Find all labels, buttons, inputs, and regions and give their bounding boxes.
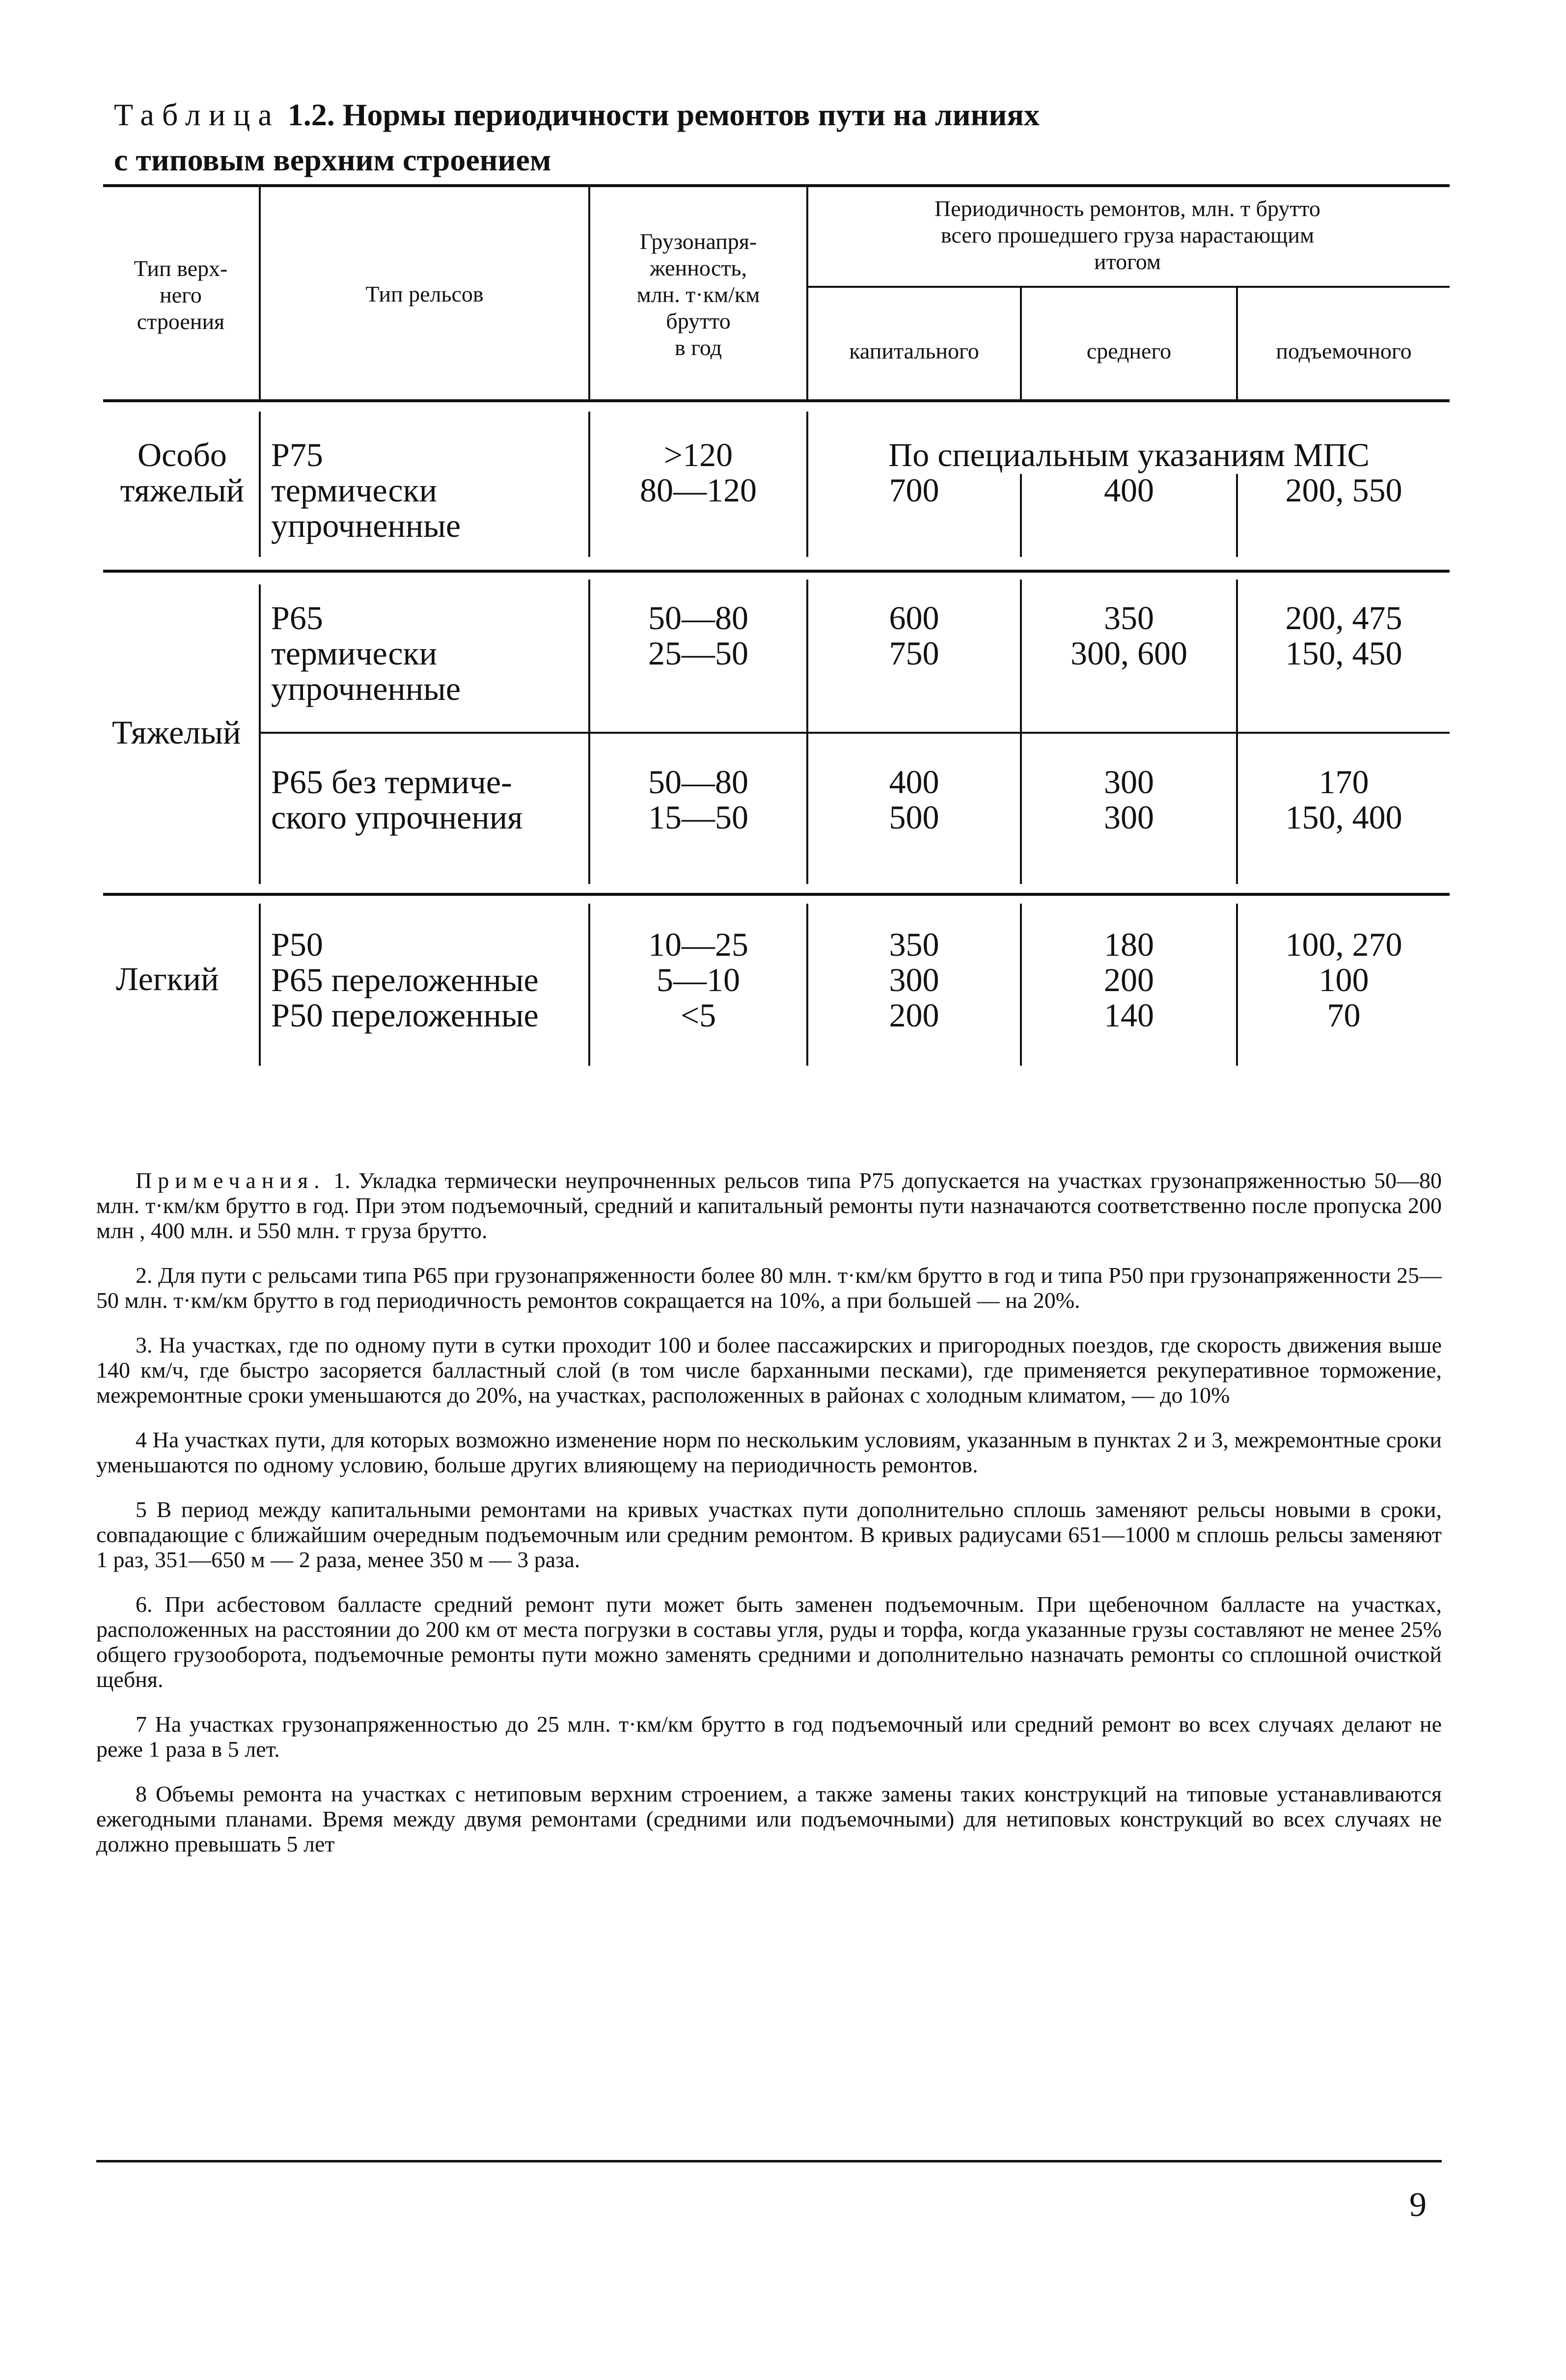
header-load-line: в год [674, 335, 722, 360]
lifting-heavy-1 [1238, 600, 1450, 671]
header-type-line: него [160, 282, 202, 307]
capital-value: 600 [889, 599, 939, 637]
header-sub-rule [806, 286, 1450, 288]
rails-light [271, 927, 585, 1033]
load-value: >120 [663, 436, 733, 473]
table-caption [114, 92, 1440, 183]
capital-value: 200 [889, 996, 939, 1034]
row-type-extra-heavy [104, 437, 260, 508]
load-extra-heavy [590, 437, 806, 508]
medium-value: 200 [1104, 961, 1154, 998]
heavy-sub-rule [259, 732, 1450, 734]
header-type [104, 255, 257, 335]
special-instructions: По специальным указаниям МПС [888, 436, 1370, 473]
rails-line: Р50 переложенные [271, 996, 539, 1034]
notes-heading: Примечания. [136, 1168, 326, 1193]
rails-line: ского упрочнения [271, 799, 523, 836]
header-load-line: брутто [666, 308, 731, 333]
rails-line: Р75 [271, 436, 323, 473]
lifting-value: 100 [1319, 961, 1369, 998]
medium-value: 300, 600 [1071, 635, 1187, 672]
lifting-value: 170 [1319, 763, 1369, 801]
medium-heavy-2 [1022, 764, 1236, 835]
row-type-heavy: Тяжелый [112, 714, 241, 751]
medium-value: 300 [1104, 799, 1154, 836]
rails-line: термически [271, 635, 437, 672]
header-load-line: млн. т·км/км [636, 282, 760, 307]
medium-heavy-1 [1022, 600, 1236, 671]
lifting-value: 200, 475 [1285, 599, 1402, 637]
group1-bottom-rule [103, 570, 1450, 573]
caption-text-line2: с типовым верхним строением [114, 142, 551, 177]
lifting-value: 100, 270 [1285, 926, 1402, 963]
medium-value: 300 [1104, 763, 1154, 801]
load-value: 50—80 [648, 599, 748, 637]
lifting-heavy-2 [1238, 764, 1450, 835]
rails-extra-heavy [271, 437, 585, 543]
load-value: 25—50 [648, 635, 748, 672]
load-value: 15—50 [648, 799, 748, 836]
header-type-line: Тип верх- [134, 256, 228, 281]
caption-label: Таблица [114, 97, 280, 132]
rails-line: Р65 [271, 599, 323, 637]
capital-value: 750 [889, 635, 939, 672]
header-load-line: Грузонапря- [639, 229, 757, 254]
medium-value: 400 [1104, 471, 1154, 509]
load-heavy-2 [590, 764, 806, 835]
medium-value: 180 [1104, 926, 1154, 963]
header-lifting: подъемочного [1276, 338, 1412, 363]
header-type-line: строения [137, 309, 225, 334]
lifting-value: 70 [1327, 996, 1361, 1034]
note-1-text: 1. Укладка термически неупрочненных рельсов типа Р75 допускается на участках грузонапряженностью 50—80 млн. т·км/км брутто в год. При этом подъемочный, средний и капитальный ремонты пути назначаются соответственно после пропуска 200 млн , 400 млн. и 550 млн. т груза брутто. [96, 1168, 1442, 1243]
header-capital: капитального [849, 338, 979, 363]
table-top-rule [103, 184, 1450, 187]
header-periodicity-line: итогом [1094, 249, 1161, 274]
vline [259, 904, 261, 1066]
note-8: 8 Объемы ремонта на участках с нетиповым верхним строением, а также замены таких конструкций на типовые устанавливаются ежегодными планами. Время между двумя ремонтами (средними или подъемочными) для нетиповых конструкций во всех случаях не должно превышать 5 лет [96, 1781, 1442, 1856]
load-value: 10—25 [648, 926, 748, 963]
load-value: 50—80 [648, 763, 748, 801]
rails-heavy-2 [271, 764, 585, 835]
rails-line: Р65 без термиче- [271, 763, 512, 801]
load-heavy-1 [590, 600, 806, 671]
header-periodicity [808, 195, 1447, 275]
capital-value: 350 [889, 926, 939, 963]
group2-bottom-rule [103, 893, 1450, 896]
load-value: <5 [680, 996, 716, 1034]
page-number: 9 [1409, 2186, 1427, 2224]
type-line: Особо [137, 436, 227, 473]
lifting-value: 200, 550 [1285, 471, 1402, 509]
note-1 [96, 1168, 1442, 1243]
footer-rule [96, 2160, 1442, 2162]
load-value: 80—120 [640, 471, 757, 509]
type-line: тяжелый [120, 471, 245, 509]
lifting-light [1238, 927, 1450, 1033]
note-6: 6. При асбестовом балласте средний ремонт пути может быть заменен подъемочным. При щебеночном балласте на участках, расположенных на расстоянии до 200 км от места погрузки в составы угля, руды и торфа, когда указанные грузы составляют не менее 25% общего грузооборота, подъемочные ремонты пути можно заменять средними и дополнительно назначать ремонты со сплошной очисткой щебня. [96, 1592, 1442, 1692]
header-load [590, 228, 806, 361]
medium-value: 350 [1104, 599, 1154, 637]
medium-light [1022, 927, 1236, 1033]
rails-line: Р65 переложенные [271, 961, 539, 998]
note-3: 3. На участках, где по одному пути в сутки проходит 100 и более пассажирских и пригородных поездов, где скорость движения выше 140 км/ч, где быстро засоряется балластный слой (в том числе барханными песками), где применяется рекуперативное торможение, межремонтные сроки уменьшаются до 20%, на участках, расположенных в районах с холодным климатом, — до 10% [96, 1332, 1442, 1408]
notes-section [96, 1168, 1442, 1876]
header-medium: среднего [1086, 338, 1172, 363]
rails-heavy-1 [271, 600, 585, 706]
capital-heavy-2 [808, 764, 1020, 835]
note-2: 2. Для пути с рельсами типа Р65 при грузонапряженности более 80 млн. т·км/км брутто в год и типа Р50 при грузонапряженности 25—50 млн. т·км/км брутто в год периодичность ремонтов сокращается на 10%, а при большей — на 20%. [96, 1263, 1442, 1313]
caption-number: 1.2. [287, 97, 335, 132]
header-load-line: женность, [650, 255, 747, 280]
header-periodicity-line: всего прошедшего груза нарастающим [940, 222, 1315, 248]
rails-line: Р50 [271, 926, 323, 963]
capital-light [808, 927, 1020, 1033]
rails-line: упрочненные [271, 507, 461, 544]
capital-value: 300 [889, 961, 939, 998]
row-type-light: Легкий [116, 960, 219, 997]
rails-line: термически [271, 471, 437, 509]
note-4: 4 На участках пути, для которых возможно изменение норм по нескольким условиям, указанным в пунктах 2 и 3, межремонтные сроки уменьшаются по одному условию, больше других влияющему на периодичность ремонтов. [96, 1427, 1442, 1477]
lifting-value: 150, 450 [1285, 635, 1402, 672]
rails-line: упрочненные [271, 670, 461, 707]
note-7: 7 На участках грузонапряженностью до 25 млн. т·км/км брутто в год подъемочный или средний ремонт во всех случаях делают не реже 1 раза в 5 лет. [96, 1712, 1442, 1762]
caption-text-line1: Нормы периодичности ремонтов пути на линиях [342, 97, 1040, 132]
capital-value: 500 [889, 799, 939, 836]
medium-value: 140 [1104, 996, 1154, 1034]
capital-value: 700 [889, 471, 939, 509]
lifting-value: 150, 400 [1285, 799, 1402, 836]
header-bottom-rule [103, 399, 1450, 402]
capital-heavy-1 [808, 600, 1020, 671]
load-light [590, 927, 806, 1033]
header-periodicity-line: Периодичность ремонтов, млн. т брутто [934, 196, 1320, 221]
capital-value: 400 [889, 763, 939, 801]
header-rails: Тип рельсов [365, 281, 484, 306]
note-5: 5 В период между капитальными ремонтами на кривых участках пути дополнительно сплошь заменяют рельсы новыми в сроки, совпадающие с ближайшим очередным подъемочным или средним ремонтом. В кривых радиусами 651—1000 м сплошь рельсы заменяют 1 раз, 351—650 м — 2 раза, менее 350 м — 3 раза. [96, 1497, 1442, 1572]
load-value: 5—10 [657, 961, 740, 998]
